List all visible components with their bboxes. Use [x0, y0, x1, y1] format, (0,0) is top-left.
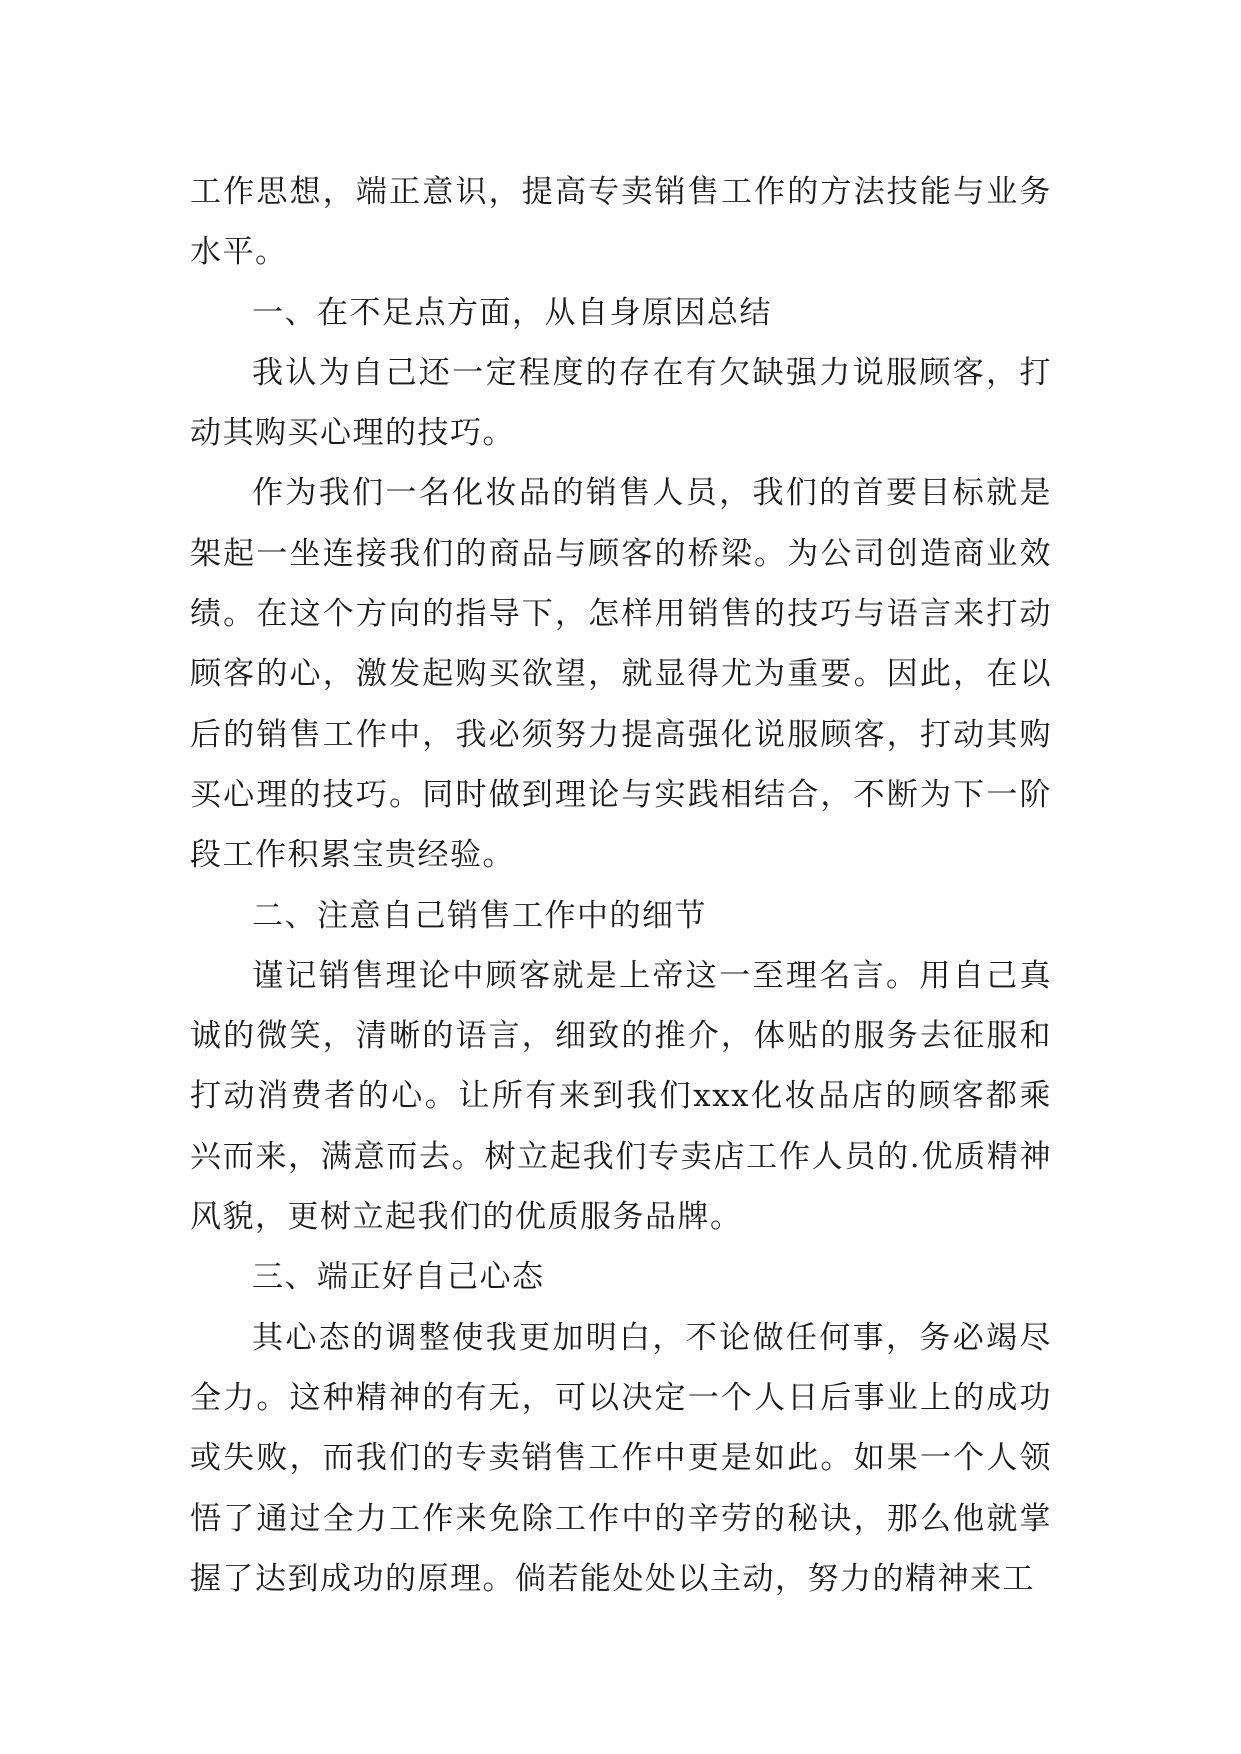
section-heading-1: 一、在不足点方面，从自身原因总结: [252, 294, 772, 331]
paragraph: 作为我们一名化妆品的销售人员，我们的首要目标就是架起一坐连接我们的商品与顾客的桥梁。为公司创造商业效绩。在这个方向的指导下，怎样用销售的技巧与语言来打动顾客的心，激发起购买欲望，就显得尤为重要。因此，在以后的销售工作中，我必须努力提高强化说服顾客，打动其购买心理的技巧。同时做到理论与实践相结合，不断为下一阶段工作积累宝贵经验。: [190, 475, 1052, 874]
paragraph-continuation: 工作思想，端正意识，提高专卖销售工作的方法技能与业务水平。: [190, 174, 1052, 271]
section-heading-3: 三、端正好自己心态: [252, 1259, 545, 1296]
paragraph: 谨记销售理论中顾客就是上帝这一至理名言。用自己真诚的微笑，清晰的语言，细致的推介，体贴的服务去征服和打动消费者的心。让所有来到我们xxx化妆品店的顾客都乘兴而来，满意而去。树立起我们专卖店工作人员的.优质精神风貌，更树立起我们的优质服务品牌。: [190, 957, 1052, 1236]
document-body: [190, 162, 1052, 1609]
paragraph: 其心态的调整使我更加明白，不论做任何事，务必竭尽全力。这种精神的有无，可以决定一个人日后事业上的成功或失败，而我们的专卖销售工作中更是如此。如果一个人领悟了通过全力工作来免除工作中的辛劳的秘诀，那么他就掌握了达到成功的原理。倘若能处处以主动，努力的精神来工: [190, 1319, 1052, 1597]
section-heading-2: 二、注意自己销售工作中的细节: [252, 897, 707, 934]
paragraph: 我认为自己还一定程度的存在有欠缺强力说服顾客，打动其购买心理的技巧。: [190, 354, 1052, 452]
